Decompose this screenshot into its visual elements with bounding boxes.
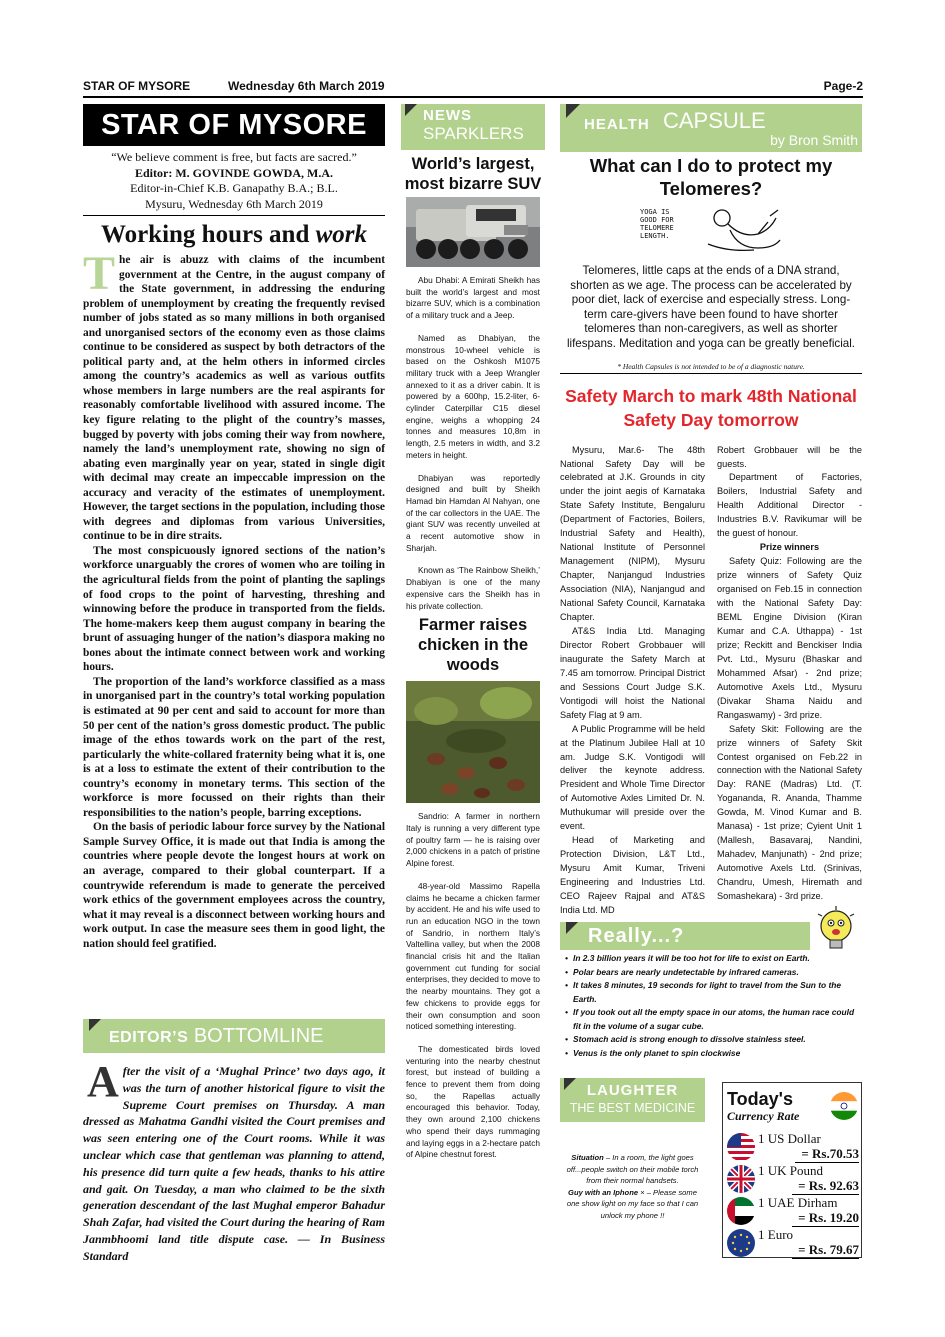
bottomline-body: fter the visit of a ‘Mughal Prince’ two days ago, it was the turn of another historical figure to visit the Supreme Court premises on Thursday. A man dressed as Mahatma Gandhi visited the Court premises and was seen entering one of the Court rooms. While it was unclear which case that gentleman was planning to attend, his presence did turn quite a few heads, thanks to his attire and gait. On Tuesday, a man who claimed to be the sixth generation descendant of the last Mughal emperor Bahadur Shah Zafar, had visited the Court during the hearing of Ram Janmbhoomi land title dispute case. — In Business Standard <box>83 1064 385 1263</box>
currency-title: Today's <box>727 1089 793 1109</box>
story2-paragraph: The domesticated birds loved venturing into the nearby chestnut forest, but instead of building a fence to prevent them from doing so, the Rapellas actually encouraged this behavior. Today, they own around 2,100 chickens who spend their days rummaging and laying eggs in a 2-hectare patch of Alpine chestnut forest. <box>406 1043 540 1160</box>
eu-flag-icon <box>727 1229 755 1257</box>
issue-date: Wednesday 6th March 2019 <box>228 79 385 93</box>
rate-name: 1 UAE Dirham <box>758 1195 838 1210</box>
news-sparklers-column <box>401 104 545 1172</box>
divider <box>83 215 385 216</box>
yoga-figure-icon <box>698 204 788 254</box>
editorial-column <box>83 104 385 951</box>
rate-value: = Rs.70.53 <box>795 1146 859 1163</box>
news-label-a: NEWS <box>423 107 472 124</box>
bottomline-label-a: EDITOR’S <box>109 1029 189 1046</box>
list-item: • If you took out all the empty space in our atoms, the human race could fit in the volume of a sugar cube. <box>565 1006 863 1033</box>
rate-name: 1 Euro <box>758 1227 794 1242</box>
rate-row-eur <box>723 1227 863 1257</box>
list-item: • Stomach acid is strong enough to dissolve stainless steel. <box>565 1033 863 1047</box>
rate-value: = Rs. 19.20 <box>792 1210 859 1227</box>
dateline: Mysuru, Wednesday 6th March 2019 <box>145 196 323 211</box>
rate-name: 1 UK Pound <box>758 1163 824 1178</box>
yoga-cartoon <box>560 204 862 256</box>
page-header <box>83 79 863 97</box>
corner-notch-icon <box>564 1078 576 1090</box>
safety-col-1 <box>560 444 705 918</box>
india-flag-icon <box>830 1092 858 1120</box>
situation-text: – In a room, the light goes off...people switch on their mobile torch from their normal handsets. <box>566 1153 699 1185</box>
laughter-bar <box>560 1078 705 1122</box>
lightbulb-face-icon <box>812 906 860 954</box>
safety-body <box>560 444 862 918</box>
rate-row-usd <box>723 1131 863 1161</box>
list-item: • Polar bears are nearly undetectable by infrared cameras. <box>565 966 863 980</box>
safety-paragraph: Department of Factories, Boilers, Industrial Safety and Health Additional Director - Industries B.V. Ravikumar will be the guest of honour. <box>717 472 862 539</box>
divider <box>560 373 862 374</box>
safety-col-2 <box>717 444 862 918</box>
laughter-label-a: LAUGHTER <box>586 1082 679 1099</box>
safety-headline: Safety March to mark 48th National Safety Day tomorrow <box>565 385 857 430</box>
story2-paragraph: 48-year-old Massimo Rapella claims he became a chicken farmer by accident. He and his wife used to run an education NGO in the town of Sandrio, in northern Italy’s Valtellina valley, but when the 2008 financial crisis hit and the Italian government cut funding for social enterprises, they decided to move to the nearby mountains. They got a few chickens to provide eggs for their own consumption and soon noticed something interesting. <box>406 880 540 1032</box>
list-item: • In 2.3 billion years it will be too hot for life to exist on Earth. <box>565 952 863 966</box>
story2-title: Farmer raises chicken in the woods <box>417 616 529 675</box>
safety-paragraph: Robert Grobbauer will be the guests. <box>717 444 862 469</box>
safety-paragraph: Safety Quiz: Following are the prize winners of Safety Quiz organised on Feb.15 in connection with the National Safety Day: BEML Engine Division (Kiran Kumar and C.A. Uthappa) - 1st prize; Reckitt and Benckiser India Pvt. Ltd., Mysuru (Bhaskar and Mohammed Afsar) - 2nd prize; Automotive Axels Ltd., Mysuru (Divakar Shama Naidu and Rangaswamy) - 3rd prize. <box>717 556 862 720</box>
bottomline-text <box>83 1057 385 1265</box>
header-rule <box>83 96 863 98</box>
safety-paragraph: Mysuru, Mar.6- The 48th National Safety Day will be celebrated at J.K. Grounds in city under the joint aegis of Karnataka State Safety Institute, Bengaluru (Department of Factories, Boilers, Industrial Safety and Health), National Institute of Personnel Management (NIPM), Mysuru Chapter, Nanjangud Industries Association (NIA), Nanjangud and National Safety Council, Karnataka Chapter. <box>560 444 705 622</box>
story1-paragraph: Known as ‘The Rainbow Sheikh,’ Dhabiyan is one of the many expensive cars the Sheikh has in his private collection. <box>406 565 540 611</box>
suv-photo <box>406 197 540 267</box>
news-label-b: SPARKLERS <box>423 124 524 143</box>
laughter-box <box>560 1078 705 1221</box>
safety-paragraph: Safety Skit: Following are the prize winners of Safety Skit Contest organised on Feb.22 in connection with the National Safety Day: RANE (Madras) Ltd. (T. Yogananda, R. Ananda, Thamme Gowda, M. Vinod Kumar and B. Manasa) - 1st prize; Cyient Unit 1 (Mallesh, Basavaraj, Nandini, Mahadev, Manjunath) - 2nd prize; Automotive Axels Ltd. (Srinivas, Chandru, Umesh, Hiremath and Somashekara) - 3rd prize. <box>717 723 862 902</box>
corner-notch-icon <box>566 922 578 934</box>
situation-label: Situation <box>571 1153 604 1162</box>
corner-notch-icon <box>405 104 417 116</box>
story1-title: World’s largest, most bizarre SUV <box>404 155 542 193</box>
story1-paragraph: Dhabiyan was reportedly designed and built by Sheikh Hamad bin Hamdan Al Nahyan, one of the car collectors in the UAE. The giant SUV was recently unveiled at a recent automotive show in Sharjah. <box>406 472 540 553</box>
suv-image-icon <box>406 197 540 267</box>
chicken-photo <box>406 681 540 803</box>
us-flag-icon <box>727 1133 755 1161</box>
uae-flag-icon <box>727 1197 755 1225</box>
uk-flag-icon <box>727 1165 755 1193</box>
editorial-title <box>83 220 385 250</box>
health-byline: by Bron Smith <box>770 132 858 148</box>
health-note: * Health Capsules is not intended to be of a diagnostic nature. <box>617 361 805 371</box>
rate-row-gbp <box>723 1163 863 1193</box>
corner-notch-icon <box>566 104 580 118</box>
bottomline-bar <box>83 1019 385 1053</box>
editorial-title-b: work <box>315 221 368 248</box>
editorial-paragraph: he air is abuzz with claims of the incumbent government at the Centre, in the august company of the State government, in addressing the enduring problem of unemployment by creating the frequently revised number of jobs stated as so many millions in both organised and unorganised sectors of the economy even as those claims continue to be considered as suspect by both detractors of the political party and, at the helm others in informed circles among the country’s academics as well as various outfits whose members in large numbers are the real aspirants for reasonably comfortable livelihood with assured income. The key figure relating to the plight of the country’s masses, bugged by poverty with jobs coming their way from nowhere, namely the land’s unemployment rate, showing no sign of abating even marginally year on year, stated in single digit with decimal may create an impeccable impression on the accuracy and veracity of the estimates of unemployment. However, the target sections in the population, including those with degrees and diplomas from various Universities, continue to be in dire straits. <box>83 254 385 543</box>
page-number: Page-2 <box>823 79 863 93</box>
story1-paragraph: Named as Dhabiyan, the monstrous 10-wheel vehicle is based on the Oshkosh M1075 military truck with a Jeep Wrangler annexed to it as a driver cabin. It is powered by a 600hp, 15.2-liter, 6-cylinder Caterpillar C15 diesel engine, weighs a whopping 24 tonnes and measures 10,8m in length, 2.5 meters in width, and 3.2 meters in height. <box>406 332 540 460</box>
editor-line: Editor: M. GOVINDE GOWDA, M.A. <box>135 165 333 180</box>
editorial-body <box>83 247 385 951</box>
paper-name: STAR OF MYSORE <box>83 79 191 93</box>
editors-bottomline <box>83 1019 385 1265</box>
editorial-paragraph: The proportion of the land’s workforce classified as a mass in unorganised part in the country’s total working population is estimated at 90 per cent and said to account for more than 50 per cent of the nation’s gross domestic product. The public image of the ethos towards work on the part of the rest, particularly the white-collared fraternity being what it is, one is at a loss to estimate the extent of their contribution to the country’s economy in monetary terms. This section of the workforce is more focussed on their rights than their responsibilities to the nation’s people, barring exceptions. <box>83 675 385 819</box>
really-bar <box>560 922 810 950</box>
bottomline-dropcap: A <box>87 1057 119 1106</box>
cartoon-caption: YOGA IS GOOD FOR TELOMERE LENGTH. <box>640 208 674 240</box>
motto: “We believe comment is free, but facts are sacred.” <box>111 150 357 164</box>
guy-text: × – Please some one show light on my face so that I can unlock my phone !! <box>566 1187 699 1220</box>
really-label: Really...? <box>588 925 685 947</box>
health-text: Telomeres, little caps at the ends of a DNA strand, shorten as we age. The process can be accelerated by poor diet, lack of exercise and especially stress. Long-term care-givers have been found to have shorter telomeres than non-caregivers, as well as shorter lifespans. Meditation and yoga can be greatly beneficial. <box>566 264 856 350</box>
story2-paragraph: Sandrio: A farmer in northern Italy is running a very different type of poultry farm — he is raising over 2,000 chickens in a patch of pristine Alpine forest. <box>406 811 540 869</box>
safety-paragraph: Head of Marketing and Protection Division, L&T Ltd., Mysuru Amit Kumar, Triveni Engineering and Industries Ltd. CEO Rajeev Rajpal and AT&S India Ltd. MD <box>560 835 705 916</box>
health-label-b: CAPSULE <box>663 108 766 133</box>
prize-winners-subhead: Prize winners <box>759 542 820 553</box>
rate-name: 1 US Dollar <box>758 1131 821 1146</box>
health-capsule-bar <box>560 104 862 152</box>
really-list <box>565 952 863 1060</box>
story1-text <box>401 275 545 612</box>
chicken-image-icon <box>406 681 540 803</box>
list-item: • Venus is the only planet to spin clockwise <box>565 1047 863 1061</box>
news-sparklers-bar <box>401 104 545 150</box>
masthead-info <box>83 150 385 212</box>
editorial-title-a: Working hours and <box>100 221 316 248</box>
corner-notch-icon <box>89 1019 101 1031</box>
rate-row-aed <box>723 1195 863 1225</box>
guy-label: Guy with an Iphone <box>568 1187 639 1197</box>
editorial-paragraph: On the basis of periodic labour force survey by the National Sample Survey Office, it is made out that India is among the countries where people devote the longest hours at work on an average, compared to their global counterpart. If a countrywide referendum is made to generate the perceived work ethics of the government employees across the country, what it may reveal is a disconnect between working hours and work output. In case the measure sees them in good light, the nation should feel gratified. <box>83 821 385 950</box>
masthead-logo: STAR OF MYSORE <box>83 104 385 146</box>
story2-text <box>401 811 545 1161</box>
right-column <box>560 104 862 918</box>
currency-subtitle: Currency Rate <box>727 1109 800 1123</box>
safety-paragraph: A Public Programme will be held at the Platinum Jubilee Hall at 10 am. Judge S.K. Vontigodi will deliver the keynote address. President and Whole Time Director of Automotive Axles Limited Dr. N. Muthukumar will preside over the event. <box>560 723 705 832</box>
rate-value: = Rs. 79.67 <box>792 1242 859 1259</box>
health-title: What can I do to protect my Telomeres? <box>589 155 833 199</box>
safety-paragraph: AT&S India Ltd. Managing Director Robert Grobbauer will inaugurate the Safety March at 7.45 am tomorrow. Principal District and Sessions Court Judge S.K. Vontigodi will hoist the National Safety Flag at 9 am. <box>560 625 705 720</box>
health-label-a: HEALTH <box>584 116 650 133</box>
rate-value: = Rs. 92.63 <box>792 1178 859 1195</box>
laughter-text <box>560 1152 705 1221</box>
editorial-dropcap: T <box>83 247 116 300</box>
laughter-label-b: THE BEST MEDICINE <box>569 1101 696 1115</box>
bottomline-label-b: BOTTOMLINE <box>188 1025 324 1047</box>
list-item: • It takes 8 minutes, 19 seconds for light to travel from the Sun to the Earth. <box>565 979 863 1006</box>
editorial-paragraph: The most conspicuously ignored sections of the nation’s workforce unarguably the crores of women who are toiling in the agricultural fields from the point of planting the saplings of food crops to the point of harvesting, threshing and winnowing before the produce in transported from the fields. The home-makers keep them august company in bearing the brunt of assuaging hunger of the nation’s diaspora making no bones about the intimate connect between work and working hours. <box>83 544 385 674</box>
editor-in-chief-line: Editor-in-Chief K.B. Ganapathy B.A.; B.L. <box>130 181 338 195</box>
story1-paragraph: Abu Dhabi: A Emirati Sheikh has built the world’s largest and most bizarre SUV, which is a combination of a military truck and a Jeep. <box>406 275 540 321</box>
